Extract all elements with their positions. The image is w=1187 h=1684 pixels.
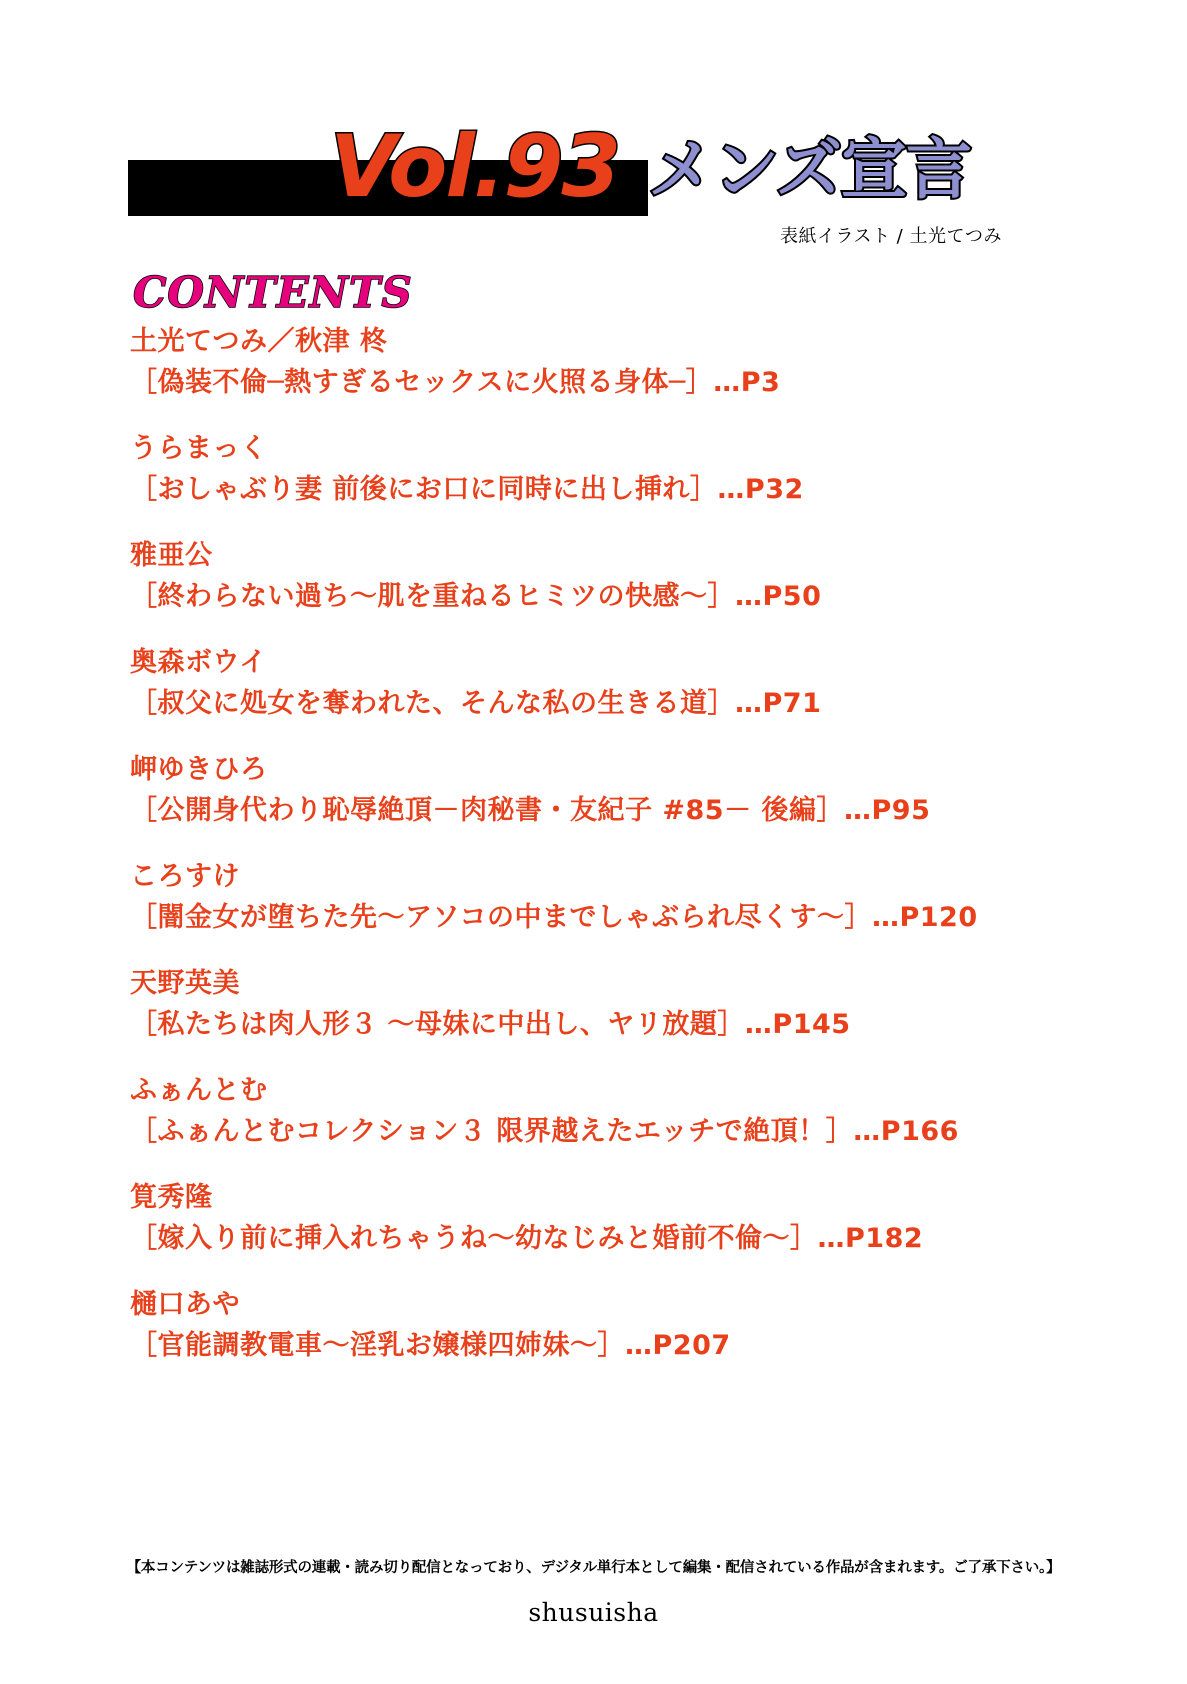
entry-author: 岬ゆきひろ bbox=[130, 754, 268, 785]
list-item bbox=[130, 1071, 1070, 1152]
entry-title: ［おしゃぶり妻 前後にお口に同時に出し挿れ］…P32 bbox=[130, 473, 804, 505]
contents-heading: CONTENTS bbox=[133, 268, 413, 317]
entry-author: ふぁんとむ bbox=[130, 1075, 268, 1106]
cover-illustration-credit: 表紙イラスト / 土光てつみ bbox=[780, 226, 1002, 247]
list-item bbox=[130, 1285, 1070, 1366]
entry-author: 天野英美 bbox=[130, 968, 240, 999]
list-item bbox=[130, 322, 1070, 403]
list-item bbox=[130, 964, 1070, 1045]
entry-title: ［偽装不倫─熱すぎるセックスに火照る身体─］…P3 bbox=[130, 366, 781, 398]
volume-number: Vol.93 bbox=[330, 117, 620, 217]
entry-title: ［官能調教電車〜淫乳お嬢様四姉妹〜］…P207 bbox=[130, 1329, 731, 1361]
list-item bbox=[130, 750, 1070, 831]
footer-note: 【本コンテンツは雑誌形式の連載・読み切り配信となっており、デジタル単行本として編集・配信されている作品が含まれます。ご了承下さい。】 bbox=[126, 1560, 1061, 1576]
publisher-name: shusuisha bbox=[528, 1598, 659, 1627]
entry-author: うらまっく bbox=[130, 433, 268, 464]
magazine-logo: メンズ宣言 bbox=[648, 131, 972, 208]
list-item bbox=[130, 1178, 1070, 1259]
entry-author: 雅亜公 bbox=[130, 540, 213, 571]
entry-title: ［ふぁんとむコレクション３ 限界越えたエッチで絶頂！］…P166 bbox=[130, 1115, 959, 1147]
entry-title: ［嫁入り前に挿入れちゃうね〜幼なじみと婚前不倫〜］…P182 bbox=[130, 1222, 924, 1254]
entry-title: ［公開身代わり恥辱絶頂－肉秘書・友紀子 #85－ 後編］…P95 bbox=[130, 794, 931, 826]
entry-author: 土光てつみ／秋津 柊 bbox=[130, 326, 388, 357]
entry-author: ころすけ bbox=[130, 861, 240, 892]
entry-author: 樋口あや bbox=[130, 1289, 240, 1320]
entry-title: ［闇金女が堕ちた先〜アソコの中までしゃぶられ尽くす〜］…P120 bbox=[130, 901, 978, 933]
list-item bbox=[130, 643, 1070, 724]
list-item bbox=[130, 536, 1070, 617]
entry-author: 奥森ボウイ bbox=[130, 647, 267, 678]
entry-title: ［私たちは肉人形３ 〜母妹に中出し、ヤリ放題］…P145 bbox=[130, 1008, 851, 1040]
list-item bbox=[130, 429, 1070, 510]
contents-list bbox=[130, 322, 1070, 1392]
entry-author: 筧秀隆 bbox=[130, 1182, 213, 1213]
masthead bbox=[0, 117, 1187, 250]
entry-title: ［叔父に処女を奪われた、そんな私の生きる道］…P71 bbox=[130, 687, 822, 719]
list-item bbox=[130, 857, 1070, 938]
entry-title: ［終わらない過ち〜肌を重ねるヒミツの快感〜］…P50 bbox=[130, 580, 822, 612]
